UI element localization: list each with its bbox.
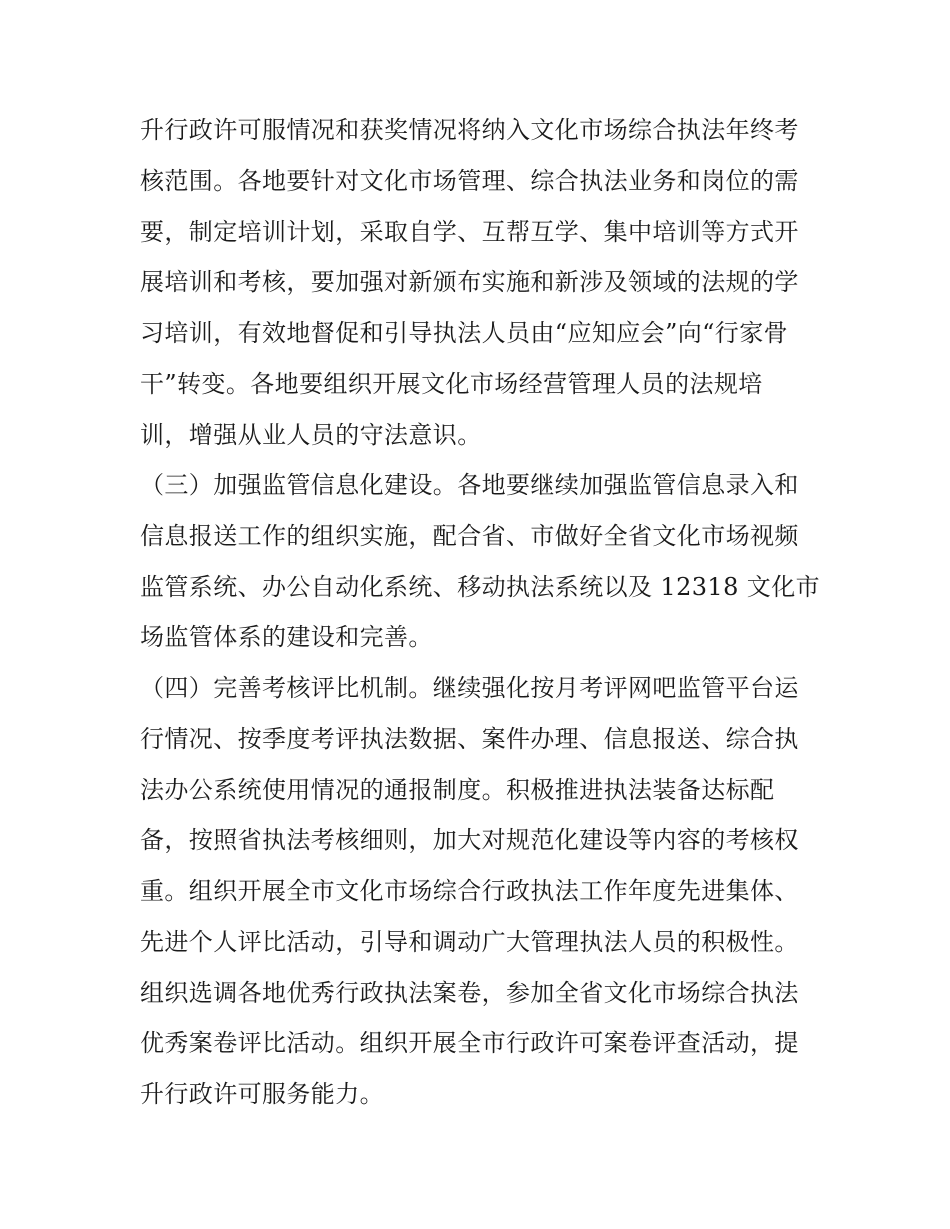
text-line: 备，按照省执法考核细则，加大对规范化建设等内容的考核权 [140,826,799,854]
text-line: 监管系统、办公自动化系统、移动执法系统以及 12318 文化市 [140,573,821,601]
text-line: 信息报送工作的组织实施，配合省、市做好全省文化市场视频 [140,522,799,550]
text-line: 升行政许可服情况和获奖情况将纳入文化市场综合执法年终考 [140,116,799,144]
section-heading-4: （四）完善考核评比机制。继续强化按月考评网吧监管平台运 [140,674,799,702]
text-line: 干”转变。各地要组织开展文化市场经营管理人员的法规培 [140,370,763,398]
text-line: 组织选调各地优秀行政执法案卷，参加全省文化市场综合执法 [140,979,799,1007]
text-line: 优秀案卷评比活动。组织开展全市行政许可案卷评查活动，提 [140,1029,799,1057]
text-line: 升行政许可服务能力。 [140,1080,384,1108]
text-line: 场监管体系的建设和完善。 [140,623,433,651]
text-line: 核范围。各地要针对文化市场管理、综合执法业务和岗位的需 [140,167,799,195]
text-line: 训，增强从业人员的守法意识。 [140,421,482,449]
text-line: 重。组织开展全市文化市场综合行政执法工作年度先进集体、 [140,877,799,905]
text-line: 法办公系统使用情况的通报制度。积极推进执法装备达标配 [140,776,775,804]
text-line: 展培训和考核，要加强对新颁布实施和新涉及领域的法规的学 [140,268,799,296]
text-line: 习培训，有效地督促和引导执法人员由“应知应会”向“行家骨 [140,319,789,347]
text-line: 行情况、按季度考评执法数据、案件办理、信息报送、综合执 [140,725,799,753]
text-line: 要，制定培训计划，采取自学、互帮互学、集中培训等方式开 [140,218,799,246]
section-heading-3: （三）加强监管信息化建设。各地要继续加强监管信息录入和 [140,471,799,499]
text-line: 先进个人评比活动，引导和调动广大管理执法人员的积极性。 [140,928,799,956]
